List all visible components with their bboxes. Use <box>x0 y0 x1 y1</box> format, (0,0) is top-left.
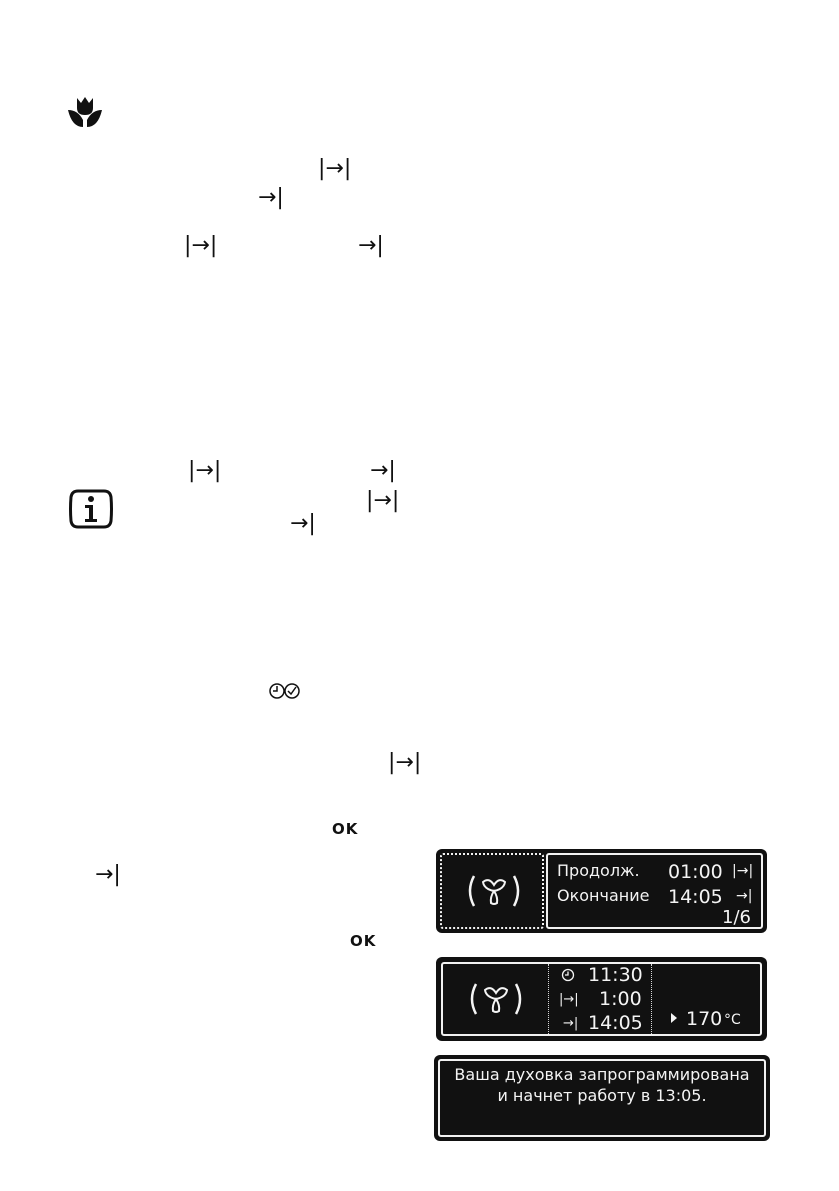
column-separator <box>651 964 652 1034</box>
duration-symbol: |→| <box>559 992 579 1007</box>
oven-display-1 <box>436 849 767 933</box>
duration-symbol: |→| <box>366 488 400 513</box>
message-line-2: и начнет работу в 13:05. <box>497 1086 707 1105</box>
end-time-symbol: →| <box>95 862 121 887</box>
column-separator <box>548 964 549 1034</box>
end-time-value: 14:05 <box>588 1012 643 1034</box>
end-time-symbol: →| <box>736 888 753 904</box>
end-time-symbol: →| <box>358 233 384 258</box>
duration-value: 01:00 <box>668 861 723 883</box>
ok-key-label: OK <box>350 932 377 950</box>
clock-check-icon <box>268 682 302 700</box>
duration-symbol: |→| <box>318 156 352 181</box>
duration-symbol: |→| <box>732 863 754 879</box>
duration-symbol: |→| <box>388 750 422 775</box>
fan-heating-icon <box>464 873 524 909</box>
end-time-symbol: →| <box>258 185 284 210</box>
temperature-value: 170 <box>686 1008 723 1030</box>
duration-symbol: |→| <box>188 458 222 483</box>
end-time-symbol: →| <box>290 511 316 536</box>
page-indicator: 1/6 <box>722 907 751 928</box>
oven-display-2 <box>436 957 767 1041</box>
end-time-symbol: →| <box>370 458 396 483</box>
clock-time: 11:30 <box>588 964 643 986</box>
clock-icon <box>561 968 575 982</box>
end-label: Окончание <box>557 886 650 905</box>
end-value: 14:05 <box>668 886 723 908</box>
eco-tulip-icon <box>66 94 104 130</box>
ok-key-label: OK <box>332 820 359 838</box>
message-line-1: Ваша духовка запрограммирована <box>454 1065 750 1084</box>
duration-symbol: |→| <box>184 233 218 258</box>
duration-value: 1:00 <box>599 988 642 1010</box>
oven-message-display <box>434 1055 770 1141</box>
fan-heating-icon <box>466 981 526 1017</box>
temperature-unit: °C <box>724 1012 741 1028</box>
play-marker-icon <box>670 1012 678 1024</box>
info-icon <box>68 488 114 530</box>
end-time-symbol: →| <box>563 1016 579 1031</box>
duration-label: Продолж. <box>557 861 640 880</box>
